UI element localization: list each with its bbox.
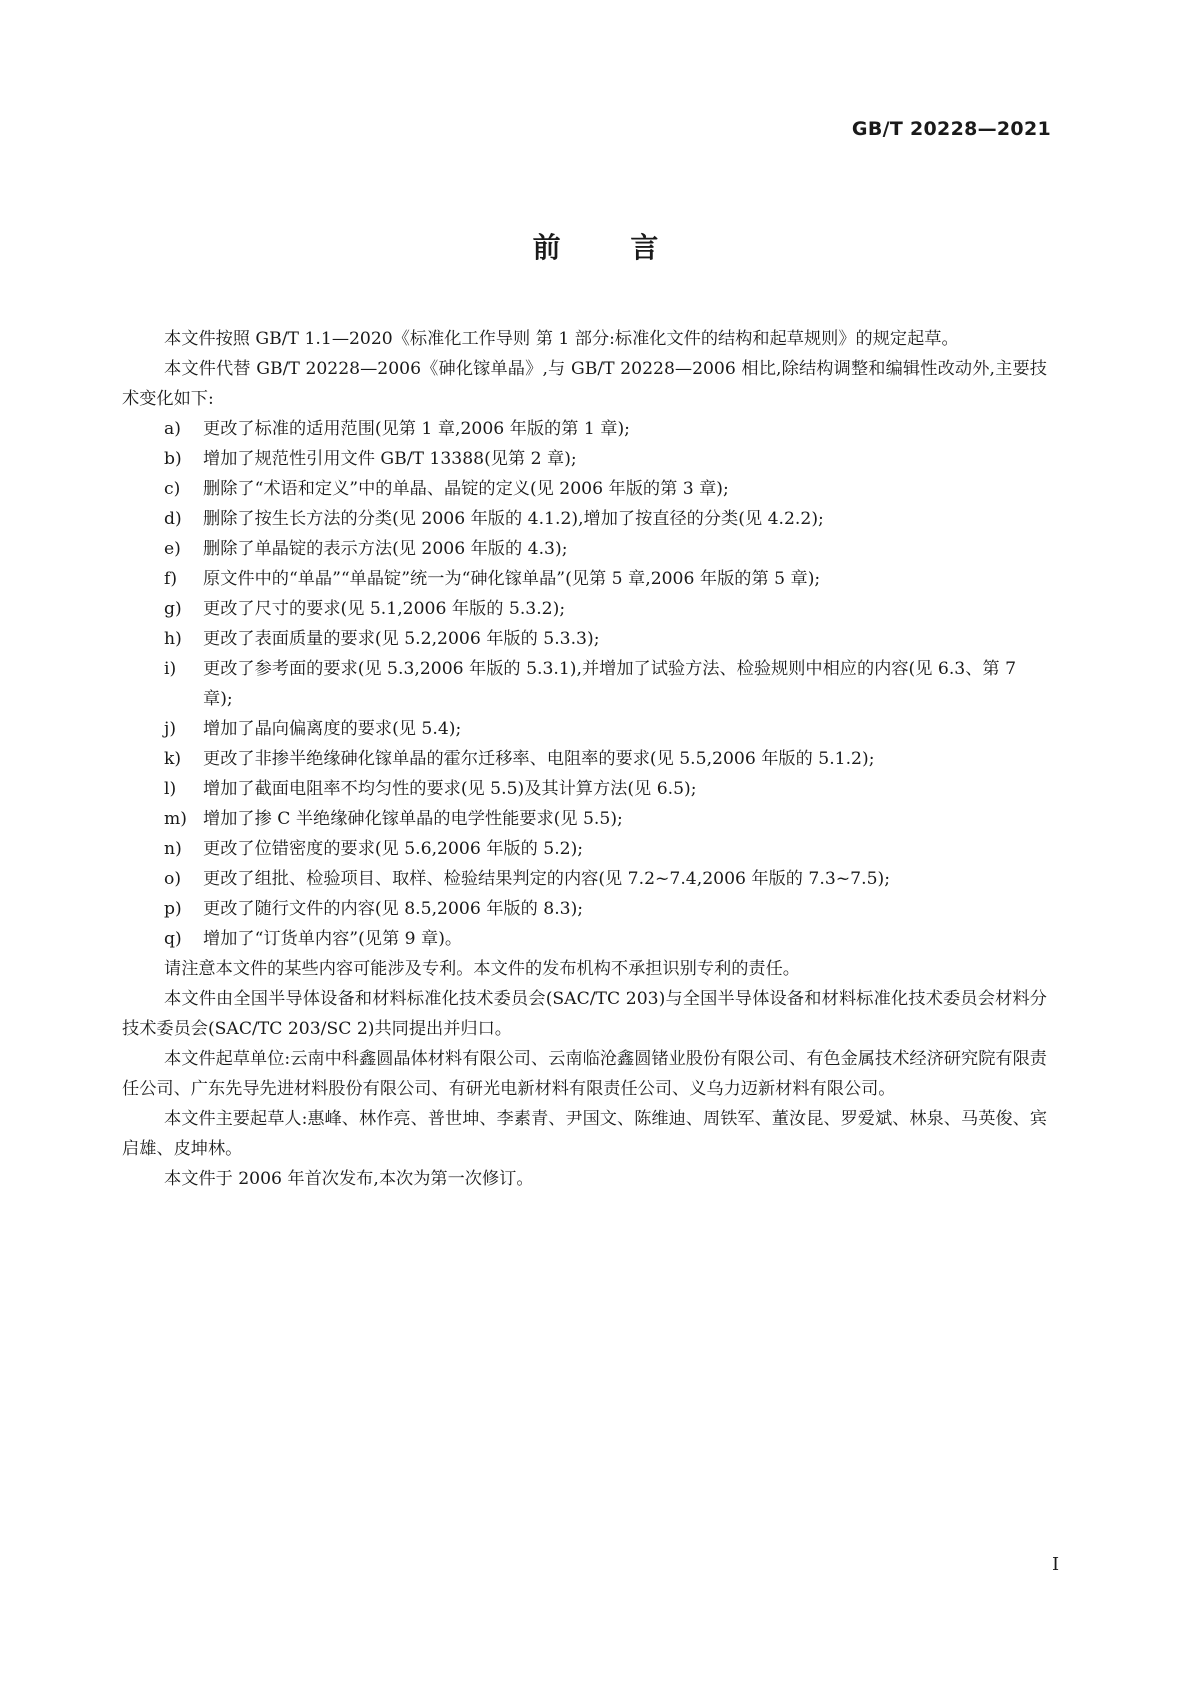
list-marker: g) [164, 599, 182, 619]
page-number: I [1052, 1554, 1060, 1575]
paragraph-replacement: 本文件代替 GB/T 20228—2006《砷化镓单晶》,与 GB/T 20228—2006 相比,除结构调整和编辑性改动外,主要技术变化如下: [122, 359, 1047, 409]
list-marker: p) [164, 899, 182, 919]
list-marker: h) [164, 629, 182, 649]
list-item-text: 更改了参考面的要求(见 5.3,2006 年版的 5.3.1),并增加了试验方法、检验规则中相应的内容(见 6.3、第 7 章); [203, 659, 1017, 709]
list-marker: c) [164, 479, 181, 499]
paragraph-patent-notice: 请注意本文件的某些内容可能涉及专利。本文件的发布机构不承担识别专利的责任。 [164, 959, 800, 979]
list-item-text: 增加了“订货单内容”(见第 9 章)。 [203, 929, 463, 949]
list-item-text: 增加了晶向偏离度的要求(见 5.4); [203, 719, 462, 739]
list-item [122, 594, 1047, 624]
changes-list [122, 414, 1047, 954]
list-marker: m) [164, 809, 188, 829]
list-marker: q) [164, 929, 182, 949]
list-item [122, 924, 1047, 954]
paragraph-proposer: 本文件由全国半导体设备和材料标准化技术委员会(SAC/TC 203)与全国半导体设备和材料标准化技术委员会材料分技术委员会(SAC/TC 203/SC 2)共同提出并归口。 [122, 989, 1047, 1039]
list-item-text: 删除了按生长方法的分类(见 2006 年版的 4.1.2),增加了按直径的分类(见 4.2.2); [203, 509, 824, 529]
list-item [122, 834, 1047, 864]
list-item [122, 474, 1047, 504]
list-item-text: 更改了尺寸的要求(见 5.1,2006 年版的 5.3.2); [203, 599, 566, 619]
list-marker: i) [164, 659, 177, 679]
list-item-text: 原文件中的“单晶”“单晶锭”统一为“砷化镓单晶”(见第 5 章,2006 年版的第 5 章); [203, 569, 821, 589]
list-marker: j) [164, 719, 177, 739]
list-item-text: 更改了随行文件的内容(见 8.5,2006 年版的 8.3); [203, 899, 584, 919]
list-item-text: 更改了表面质量的要求(见 5.2,2006 年版的 5.3.3); [203, 629, 600, 649]
list-marker: f) [164, 569, 178, 589]
list-item-text: 删除了单晶锭的表示方法(见 2006 年版的 4.3); [203, 539, 568, 559]
list-item [122, 624, 1047, 654]
list-marker: b) [164, 449, 182, 469]
paragraph-history: 本文件于 2006 年首次发布,本次为第一次修订。 [164, 1169, 534, 1189]
list-item [122, 534, 1047, 564]
list-item [122, 774, 1047, 804]
list-item [122, 444, 1047, 474]
list-item-text: 更改了标准的适用范围(见第 1 章,2006 年版的第 1 章); [203, 419, 630, 439]
list-marker: o) [164, 869, 182, 889]
list-item [122, 564, 1047, 594]
list-item-text: 更改了位错密度的要求(见 5.6,2006 年版的 5.2); [203, 839, 584, 859]
section-title: 前 言 [532, 231, 689, 264]
paragraph-drafters: 本文件主要起草人:惠峰、林作亮、普世坤、李素青、尹国文、陈维迪、周铁军、董汝昆、罗爱斌、林泉、马英俊、宾启雄、皮坤林。 [122, 1109, 1047, 1159]
list-item-text: 更改了组批、检验项目、取样、检验结果判定的内容(见 7.2~7.4,2006 年版的 7.3~7.5); [203, 869, 890, 889]
list-item [122, 894, 1047, 924]
list-item-text: 更改了非掺半绝缘砷化镓单晶的霍尔迁移率、电阻率的要求(见 5.5,2006 年版的 5.1.2); [203, 749, 875, 769]
list-item [122, 504, 1047, 534]
list-marker: k) [164, 749, 182, 769]
list-item-text: 增加了规范性引用文件 GB/T 13388(见第 2 章); [203, 449, 577, 469]
list-item-text: 增加了截面电阻率不均匀性的要求(见 5.5)及其计算方法(见 6.5); [203, 779, 697, 799]
list-marker: a) [164, 419, 181, 439]
document-number: GB/T 20228—2021 [851, 118, 1051, 140]
list-item [122, 804, 1047, 834]
list-item [122, 744, 1047, 774]
paragraph-drafting-basis: 本文件按照 GB/T 1.1—2020《标准化工作导则 第 1 部分:标准化文件的结构和起草规则》的规定起草。 [164, 329, 959, 349]
list-item-text: 删除了“术语和定义”中的单晶、晶锭的定义(见 2006 年版的第 3 章); [203, 479, 729, 499]
list-marker: n) [164, 839, 182, 859]
list-marker: d) [164, 509, 182, 529]
list-item [122, 714, 1047, 744]
list-marker: l) [164, 779, 177, 799]
list-item [122, 654, 1047, 714]
list-item [122, 414, 1047, 444]
paragraph-drafting-units: 本文件起草单位:云南中科鑫圆晶体材料有限公司、云南临沧鑫圆锗业股份有限公司、有色金属技术经济研究院有限责任公司、广东先导先进材料股份有限公司、有研光电新材料有限责任公司、义乌力迈新材料有限公司。 [122, 1049, 1047, 1099]
list-item [122, 864, 1047, 894]
preface-body [122, 324, 1047, 1194]
list-marker: e) [164, 539, 181, 559]
list-item-text: 增加了掺 C 半绝缘砷化镓单晶的电学性能要求(见 5.5); [203, 809, 623, 829]
